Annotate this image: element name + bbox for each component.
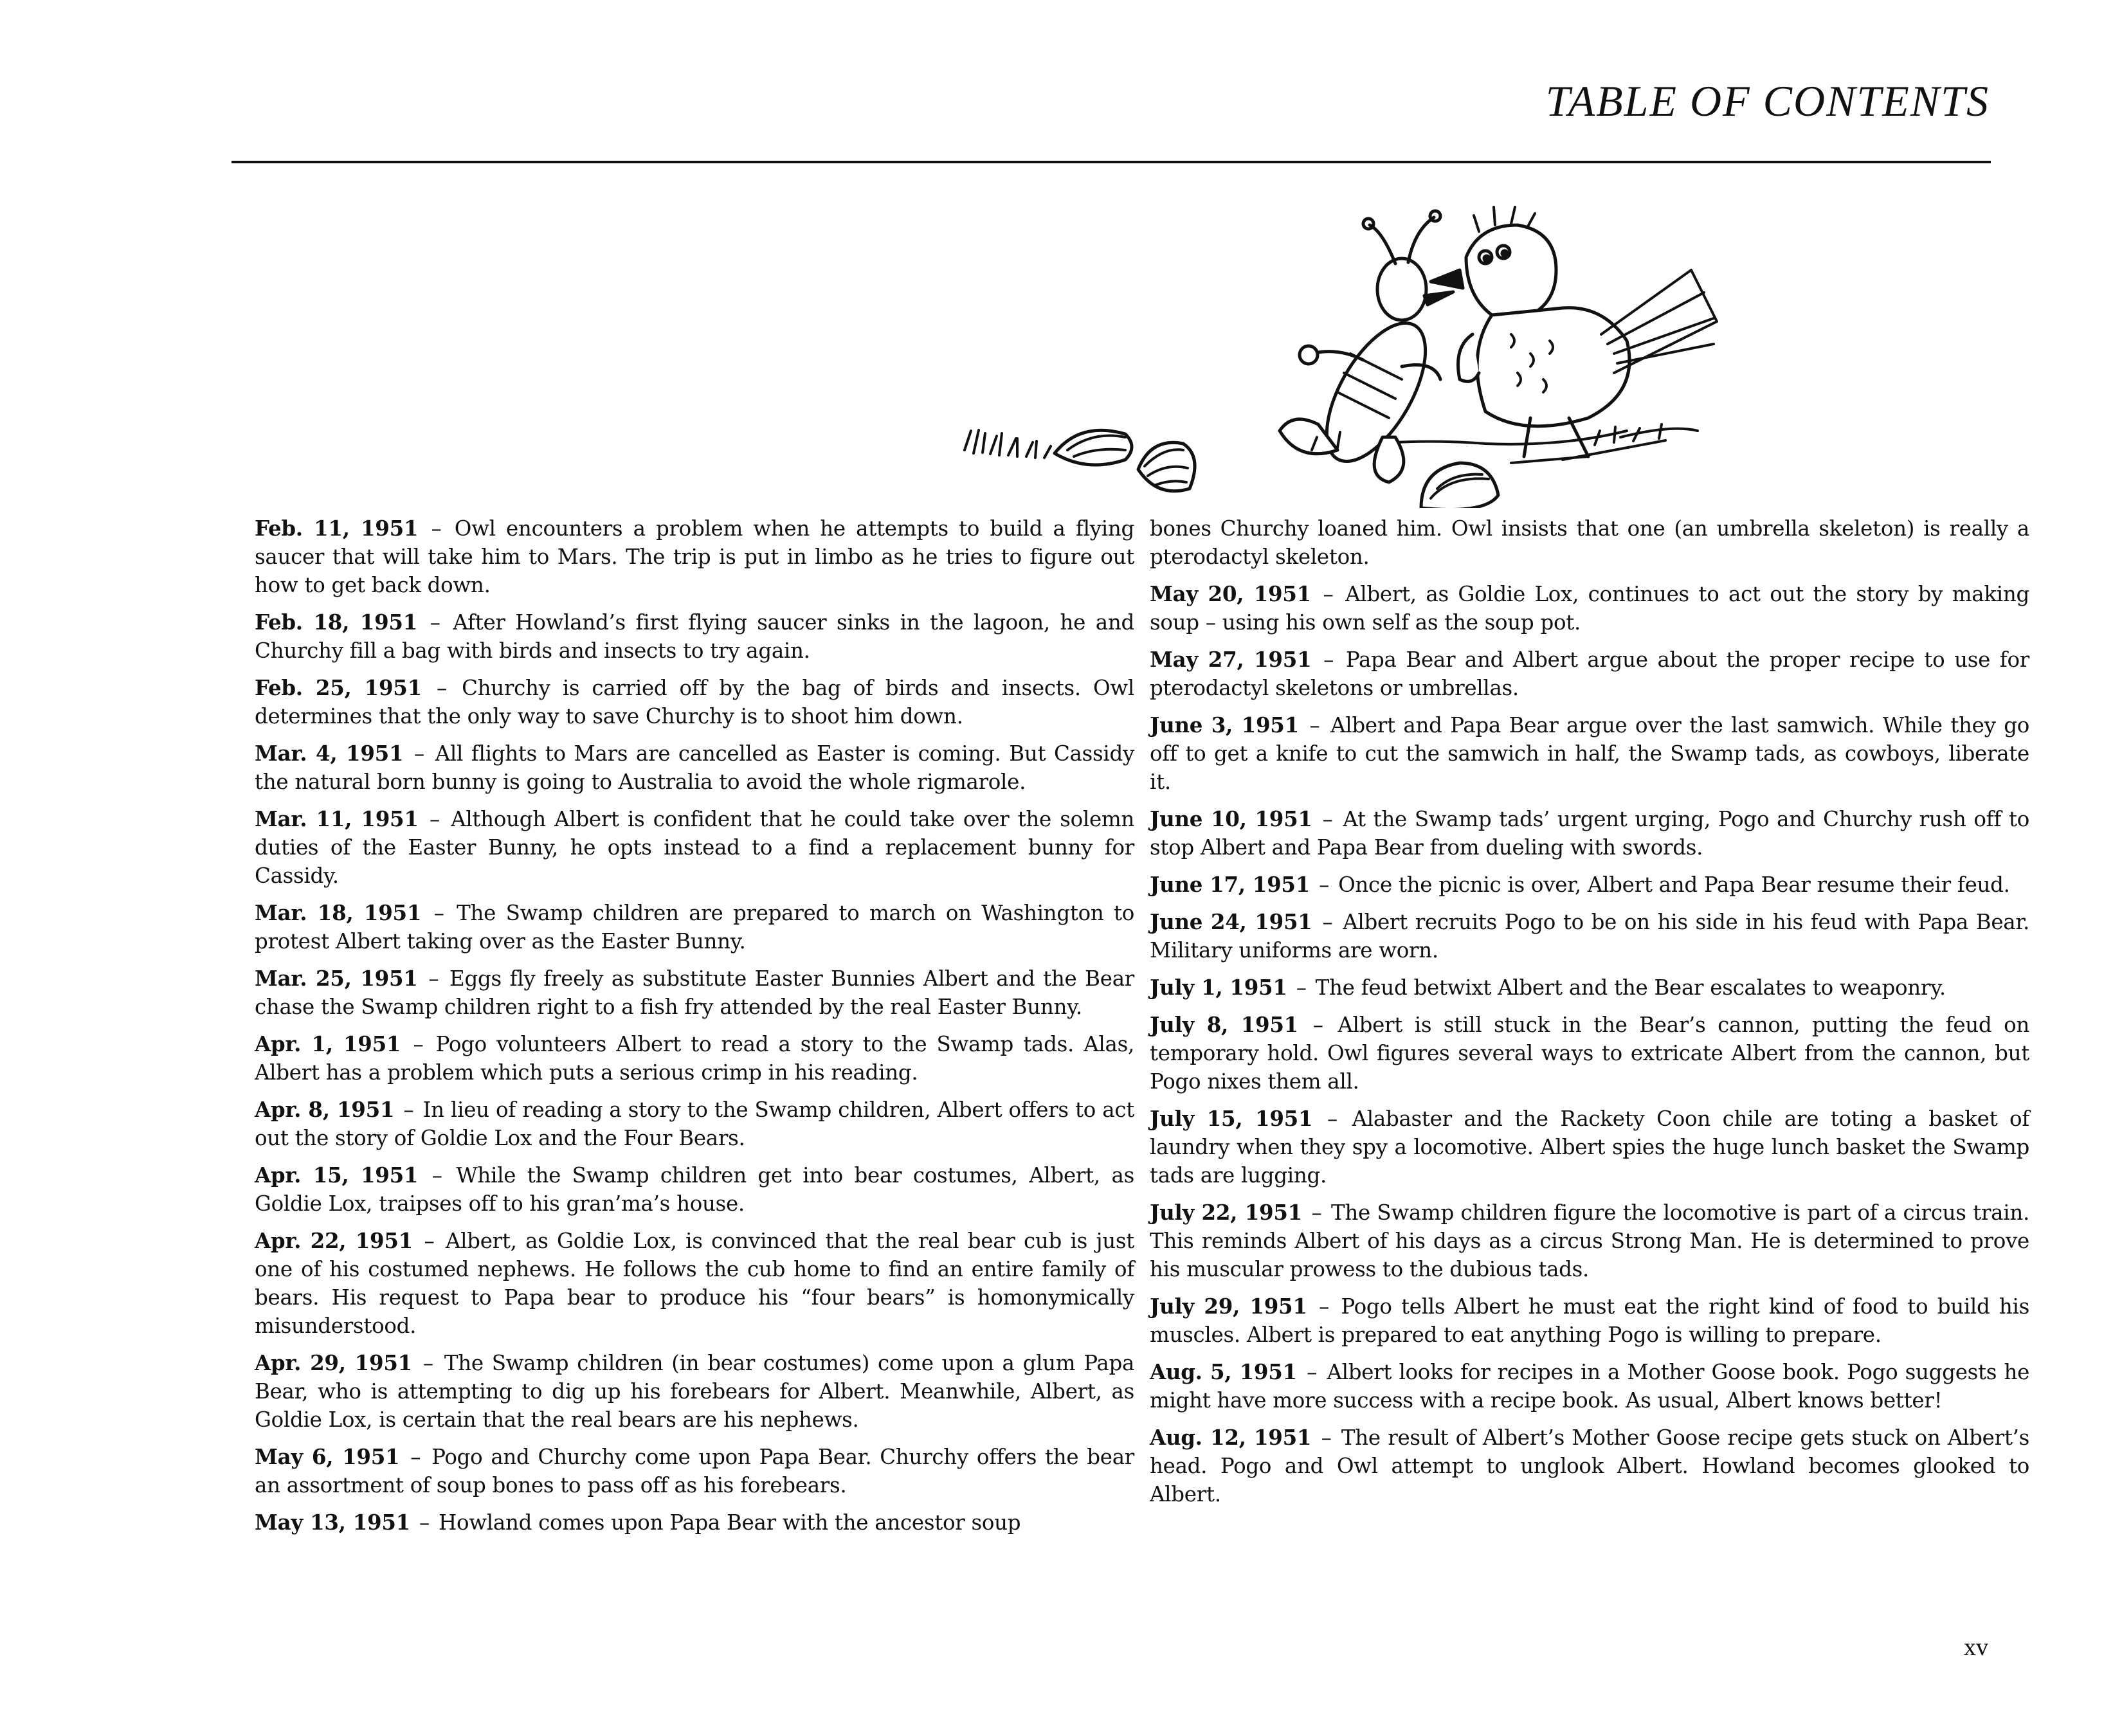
entry-description: Albert is still stuck in the Bear’s cannon, putting the feud on temporary hold. Owl figures several ways to extricate Albert from the cannon, but Pogo nixes them all. bbox=[1150, 1013, 2030, 1094]
entry-separator: – bbox=[430, 610, 440, 635]
entry-description: Churchy is carried off by the bag of birds and insects. Owl determines that the only way to save Churchy is to shoot him down. bbox=[255, 676, 1134, 728]
toc-entry bbox=[255, 608, 1134, 665]
entry-separator: – bbox=[431, 1163, 442, 1188]
entry-separator: – bbox=[1327, 1107, 1338, 1131]
right-column bbox=[1150, 514, 2029, 1517]
toc-entry bbox=[1150, 871, 2029, 899]
bird-character-icon bbox=[1431, 207, 1717, 463]
toc-entry bbox=[1150, 805, 2029, 862]
toc-entry bbox=[1150, 1198, 2029, 1283]
toc-entry bbox=[255, 964, 1134, 1021]
entry-separator: – bbox=[1322, 910, 1333, 934]
toc-entry bbox=[255, 805, 1134, 890]
entry-description: Eggs fly freely as substitute Easter Bunnies Albert and the Bear chase the Swamp children right to a fish fry attended by the real Easter Bunny. bbox=[255, 966, 1135, 1019]
entry-description: Albert, as Goldie Lox, continues to act out the story by making soup – using his own self as the soup pot. bbox=[1150, 582, 2030, 635]
toc-entry bbox=[1150, 580, 2029, 637]
toc-entry bbox=[255, 514, 1134, 599]
entry-separator: – bbox=[424, 1229, 435, 1253]
entry-date: July 22, 1951 bbox=[1150, 1200, 1302, 1225]
toc-entry bbox=[1150, 908, 2029, 964]
entry-separator: – bbox=[1319, 873, 1330, 897]
entry-date: June 24, 1951 bbox=[1150, 909, 1312, 934]
entry-date: Aug. 5, 1951 bbox=[1150, 1359, 1297, 1384]
toc-entry bbox=[1150, 1292, 2029, 1349]
entry-separator: – bbox=[429, 807, 440, 831]
entry-date: May 13, 1951 bbox=[255, 1510, 410, 1535]
entry-date: Apr. 1, 1951 bbox=[255, 1031, 401, 1056]
entry-separator: – bbox=[1321, 1425, 1332, 1450]
entry-date: Mar. 25, 1951 bbox=[255, 966, 418, 991]
entry-description: Albert, as Goldie Lox, is convinced that the real bear cub is just one of his costumed nephews. He follows the cub home to find an entire family of bears. His request to Papa bear to produce his “four bears” is homonymically misunderstood. bbox=[255, 1229, 1135, 1338]
entry-date: Apr. 15, 1951 bbox=[255, 1162, 419, 1188]
toc-entry bbox=[1150, 1105, 2029, 1189]
entry-description: Pogo tells Albert he must eat the right kind of food to build his muscles. Albert is prepared to eat anything Pogo is willing to prepare. bbox=[1150, 1294, 2029, 1347]
entry-separator: – bbox=[1312, 1013, 1323, 1037]
entry-description: Alabaster and the Rackety Coon chile are toting a basket of laundry when they spy a locomotive. Albert spies the huge lunch basket the Swamp tads are lugging. bbox=[1150, 1107, 2030, 1188]
toc-entry bbox=[1150, 646, 2029, 702]
entry-date: July 8, 1951 bbox=[1150, 1012, 1298, 1037]
entry-separator: – bbox=[414, 741, 424, 766]
toc-entry bbox=[255, 1349, 1134, 1434]
entry-date: Mar. 18, 1951 bbox=[255, 900, 422, 925]
toc-entry bbox=[255, 674, 1134, 730]
toc-entry bbox=[255, 1443, 1134, 1499]
clam-shell-icon bbox=[1421, 463, 1498, 508]
entry-separator: – bbox=[422, 1351, 433, 1375]
entry-date: Aug. 12, 1951 bbox=[1150, 1425, 1312, 1450]
entry-separator: – bbox=[431, 516, 442, 541]
grass-tuft-icon bbox=[965, 430, 1051, 458]
entry-separator: – bbox=[428, 966, 439, 991]
entry-date: Mar. 11, 1951 bbox=[255, 806, 419, 831]
entry-separator: – bbox=[1322, 807, 1333, 831]
entry-separator: – bbox=[1309, 713, 1320, 737]
page-title: TABLE OF CONTENTS bbox=[1545, 77, 1990, 125]
toc-entry bbox=[255, 1096, 1134, 1152]
entry-date: May 6, 1951 bbox=[255, 1444, 400, 1469]
entry-description: Howland comes upon Papa Bear with the ancestor soup bbox=[438, 1510, 1021, 1535]
entry-date: July 15, 1951 bbox=[1150, 1106, 1313, 1131]
entry-description: The Swamp children figure the locomotive is part of a circus train. This reminds Albert of his days as a circus Strong Man. He is determined to prove his muscular prowess to the dubious tads. bbox=[1150, 1200, 2030, 1281]
entry-description: Once the picnic is over, Albert and Papa Bear resume their feud. bbox=[1338, 873, 2010, 897]
toc-entry bbox=[1150, 1011, 2029, 1096]
toc-entry bbox=[255, 1161, 1134, 1218]
entry-separator: – bbox=[1311, 1200, 1322, 1225]
entry-date: Feb. 11, 1951 bbox=[255, 516, 419, 541]
entry-separator: – bbox=[437, 676, 447, 700]
entry-description: Pogo and Churchy come upon Papa Bear. Churchy offers the bear an assortment of soup bones to pass off as his forebears. bbox=[255, 1445, 1135, 1497]
toc-entry bbox=[1150, 973, 2029, 1002]
entry-date: July 29, 1951 bbox=[1150, 1294, 1307, 1319]
entry-date: May 20, 1951 bbox=[1150, 581, 1311, 606]
entry-date: June 3, 1951 bbox=[1150, 712, 1299, 737]
entry-date: Apr. 29, 1951 bbox=[255, 1350, 412, 1375]
entry-separator: – bbox=[433, 901, 444, 925]
header-divider bbox=[231, 161, 1991, 163]
entry-separator: – bbox=[413, 1032, 424, 1056]
entry-description: At the Swamp tads’ urgent urging, Pogo and Churchy rush off to stop Albert and Papa Bear from dueling with swords. bbox=[1150, 807, 2030, 860]
entry-description: The feud betwixt Albert and the Bear escalates to weaponry. bbox=[1315, 975, 1946, 1000]
entry-description: Albert and Papa Bear argue over the last samwich. While they go off to get a knife to cut the samwich in half, the Swamp tads, as cowboys, liberate it. bbox=[1150, 713, 2030, 794]
entry-description: While the Swamp children get into bear costumes, Albert, as Goldie Lox, traipses off to his gran’ma’s house. bbox=[255, 1163, 1134, 1216]
entry-description: Albert recruits Pogo to be on his side in his feud with Papa Bear. Military uniforms are worn. bbox=[1150, 910, 2030, 963]
entry-date: Feb. 18, 1951 bbox=[255, 610, 418, 635]
toc-entry bbox=[1150, 1424, 2029, 1508]
entry-description: Papa Bear and Albert argue about the proper recipe to use for pterodactyl skeletons or umbrellas. bbox=[1150, 647, 2030, 700]
entry-description: After Howland’s first flying saucer sinks in the lagoon, he and Churchy fill a bag with birds and insects to try again. bbox=[255, 610, 1135, 663]
entry-date: Apr. 8, 1951 bbox=[255, 1097, 395, 1122]
entry-description: Owl encounters a problem when he attempts to build a flying saucer that will take him to Mars. The trip is put in limbo as he tries to figure out how to get back down. bbox=[255, 516, 1134, 597]
entry-separator: – bbox=[419, 1510, 430, 1535]
left-column bbox=[255, 514, 1134, 1546]
entry-description: The result of Albert’s Mother Goose recipe gets stuck on Albert’s head. Pogo and Owl attempt to unglook Albert. Howland becomes glooked to Albert. bbox=[1150, 1425, 2030, 1506]
entry-description: The Swamp children (in bear costumes) come upon a glum Papa Bear, who is attempting to dig up his forebears for Albert. Meanwhile, Albert, as Goldie Lox, is certain that the real bears are his nephews. bbox=[255, 1351, 1135, 1432]
entry-separator: – bbox=[1323, 647, 1334, 672]
entry-date: Feb. 25, 1951 bbox=[255, 675, 422, 700]
entry-date: June 17, 1951 bbox=[1150, 872, 1310, 897]
toc-entry bbox=[255, 1227, 1134, 1340]
entry-description: In lieu of reading a story to the Swamp children, Albert offers to act out the story of Goldie Lox and the Four Bears. bbox=[255, 1098, 1134, 1150]
cartoon-illustration bbox=[952, 206, 1775, 508]
entry-separator: – bbox=[1296, 975, 1307, 1000]
entry-description: Pogo volunteers Albert to read a story to the Swamp tads. Alas, Albert has a problem which puts a serious crimp in his reading. bbox=[255, 1032, 1135, 1085]
entry-date: May 27, 1951 bbox=[1150, 647, 1312, 672]
toc-entry bbox=[255, 739, 1134, 796]
continuation-text: bones Churchy loaned him. Owl insists that one (an umbrella skeleton) is really a pterodactyl skeleton. bbox=[1150, 516, 2029, 569]
entry-description: All flights to Mars are cancelled as Easter is coming. But Cassidy the natural born bunny is going to Australia to avoid the whole rigmarole. bbox=[255, 741, 1135, 794]
entry-separator: – bbox=[1319, 1294, 1329, 1319]
toc-entry bbox=[255, 1508, 1134, 1537]
toc-entry bbox=[255, 899, 1134, 955]
page-number: xv bbox=[1964, 1634, 1988, 1661]
entry-separator: – bbox=[410, 1445, 421, 1469]
entry-description: The Swamp children are prepared to march on Washington to protest Albert taking over as the Easter Bunny. bbox=[255, 901, 1135, 954]
entry-date: July 1, 1951 bbox=[1150, 975, 1287, 1000]
entry-separator: – bbox=[1323, 582, 1334, 606]
toc-entry bbox=[1150, 1358, 2029, 1415]
entry-date: Mar. 4, 1951 bbox=[255, 741, 404, 766]
toc-entry bbox=[1150, 711, 2029, 796]
clam-shell-icon bbox=[1055, 430, 1132, 465]
entry-description: Although Albert is confident that he could take over the solemn duties of the Easter Bunny, he opts instead to a find a replacement bunny for Cassidy. bbox=[255, 807, 1135, 888]
entry-description: Albert looks for recipes in a Mother Goose book. Pogo suggests he might have more success with a recipe book. As usual, Albert knows better! bbox=[1150, 1360, 2030, 1413]
entry-date: Apr. 22, 1951 bbox=[255, 1228, 413, 1253]
toc-entry bbox=[255, 1030, 1134, 1087]
entry-separator: – bbox=[403, 1098, 414, 1122]
clam-shell-icon bbox=[1138, 442, 1195, 491]
entry-date: June 10, 1951 bbox=[1150, 806, 1312, 831]
entry-separator: – bbox=[1307, 1360, 1318, 1384]
